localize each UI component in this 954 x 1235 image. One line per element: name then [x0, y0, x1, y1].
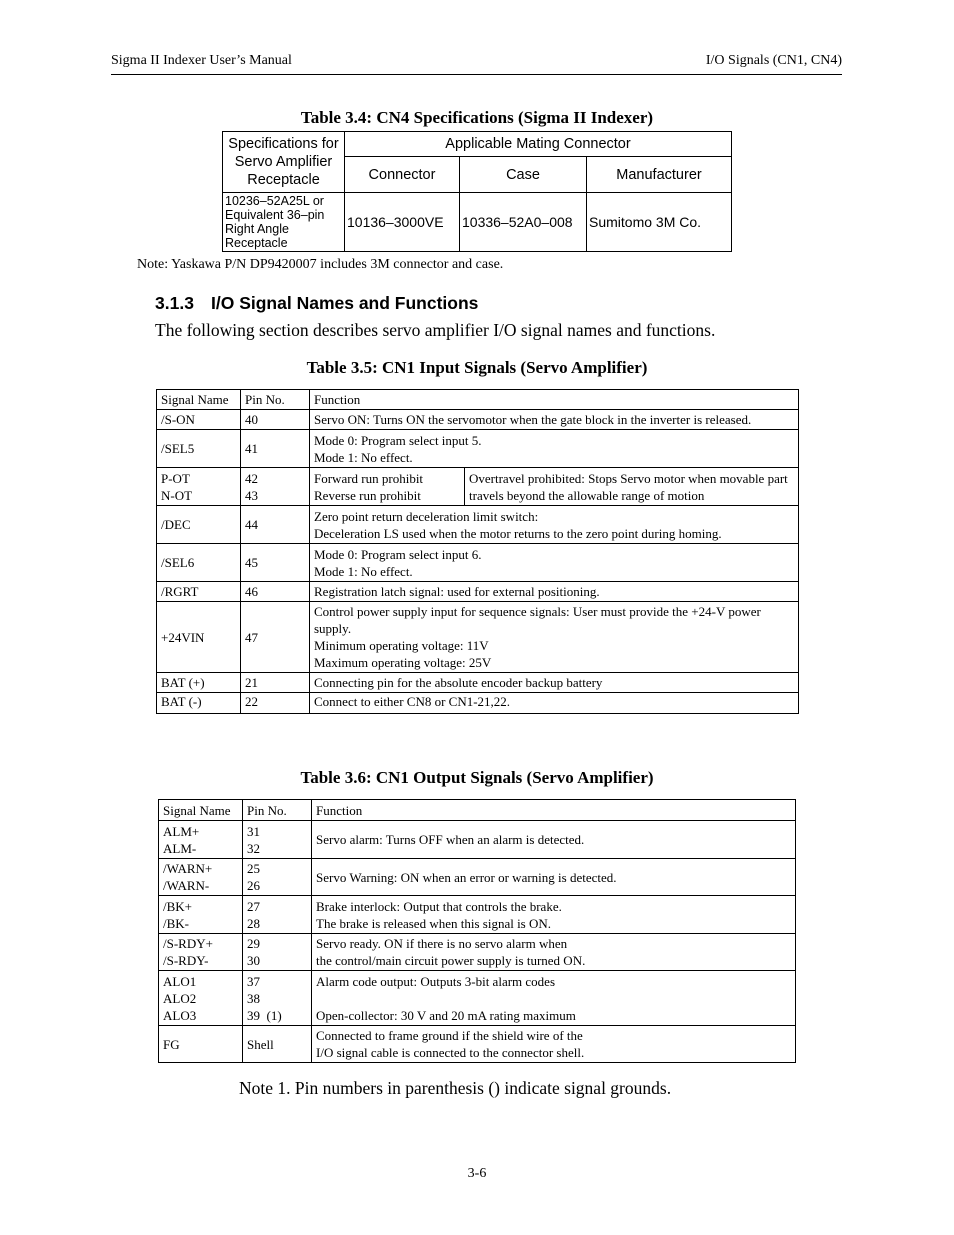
header-signal-name: Signal Name [159, 800, 243, 821]
running-header-section: I/O Signals (CN1, CN4) [705, 53, 842, 68]
cn4-specifications-table [222, 131, 732, 252]
function: Servo ready. ON if there is no servo alarm when the control/main circuit power supply is turned ON. [312, 934, 796, 971]
pin-no: 45 [241, 544, 310, 582]
pin-no: 29 30 [243, 934, 312, 971]
signal-name: /S-RDY+ /S-RDY- [159, 934, 243, 971]
header-function: Function [310, 390, 799, 410]
signal-name: /BK+ /BK- [159, 896, 243, 934]
page-number: 3-6 [467, 1166, 487, 1181]
section-number: 3.1.3 [155, 293, 194, 313]
table-row [159, 971, 796, 1026]
table-3-4-note: Note: Yaskawa P/N DP9420007 includes 3M connector and case. [137, 257, 504, 272]
pin-no: Shell [243, 1026, 312, 1063]
header-case: Case [460, 157, 587, 193]
header-applicable-mating-connector: Applicable Mating Connector [345, 132, 732, 157]
function: Connected to frame ground if the shield wire of the I/O signal cable is connected to the connector shell. [312, 1026, 796, 1063]
table-3-6-caption: Table 3.6: CN1 Output Signals (Servo Amplifier) [300, 768, 654, 787]
table-row [157, 468, 799, 506]
table-row [159, 896, 796, 934]
function: Brake interlock: Output that controls the brake. The brake is released when this signal is ON. [312, 896, 796, 934]
table-row [157, 410, 799, 430]
function: Connecting pin for the absolute encoder backup battery [310, 673, 799, 693]
cell-case: 10336–52A0–008 [460, 193, 587, 252]
pin-no: 41 [241, 430, 310, 468]
table-3-4-caption: Table 3.4: CN4 Specifications (Sigma II Indexer) [300, 108, 654, 127]
pin-no: 25 26 [243, 859, 312, 896]
signal-name: BAT (+) [157, 673, 241, 693]
function: Zero point return deceleration limit switch: Deceleration LS used when the motor returns to the zero point during homing. [310, 506, 799, 544]
table-row [157, 673, 799, 693]
function: Mode 0: Program select input 5. Mode 1: No effect. [310, 430, 799, 468]
pin-no: 21 [241, 673, 310, 693]
function: Servo ON: Turns ON the servomotor when the gate block in the inverter is released. [310, 410, 799, 430]
function: Servo alarm: Turns OFF when an alarm is detected. [312, 821, 796, 859]
table-row [157, 544, 799, 582]
pin-no: 42 43 [241, 468, 310, 506]
pin-no: 27 28 [243, 896, 312, 934]
running-header-title: Sigma II Indexer User’s Manual [111, 53, 292, 68]
signal-name: +24VIN [157, 602, 241, 673]
signal-name: ALM+ ALM- [159, 821, 243, 859]
signal-name: FG [159, 1026, 243, 1063]
function: Forward run prohibit Reverse run prohibit [310, 468, 465, 506]
cell-receptacle-spec: 10236–52A25L or Equivalent 36–pin Right Angle Receptacle [223, 193, 345, 252]
pin-no: 46 [241, 582, 310, 602]
cn1-input-signals-table [156, 389, 799, 714]
pin-no: 37 38 39 (1) [243, 971, 312, 1026]
function: Servo Warning: ON when an error or warning is detected. [312, 859, 796, 896]
header-connector: Connector [345, 157, 460, 193]
signal-ground-note: Note 1. Pin numbers in parenthesis () indicate signal grounds. [239, 1078, 672, 1098]
header-function: Function [312, 800, 796, 821]
table-row [157, 506, 799, 544]
table-3-5-caption: Table 3.5: CN1 Input Signals (Servo Amplifier) [306, 358, 648, 377]
table-row [157, 582, 799, 602]
cell-connector: 10136–3000VE [345, 193, 460, 252]
signal-name: /S-ON [157, 410, 241, 430]
pin-no: 22 [241, 693, 310, 714]
signal-name: /SEL5 [157, 430, 241, 468]
section-intro: The following section describes servo amplifier I/O signal names and functions. [155, 320, 716, 340]
cell-manufacturer: Sumitomo 3M Co. [587, 193, 732, 252]
function-detail: Overtravel prohibited: Stops Servo motor when movable part travels beyond the allowable range of motion [465, 468, 799, 506]
cn1-output-signals-table [158, 799, 796, 1063]
table-row [159, 934, 796, 971]
header-pin-no: Pin No. [241, 390, 310, 410]
signal-name: P-OT N-OT [157, 468, 241, 506]
signal-name: /WARN+ /WARN- [159, 859, 243, 896]
table-row [159, 821, 796, 859]
pin-no: 47 [241, 602, 310, 673]
function: Control power supply input for sequence signals: User must provide the +24-V power supply. Minimum operating voltage: 11V Maximum operating voltage: 25V [310, 602, 799, 673]
header-rule [111, 74, 842, 75]
signal-name: BAT (-) [157, 693, 241, 714]
signal-name: /DEC [157, 506, 241, 544]
table-row [157, 693, 799, 714]
header-manufacturer: Manufacturer [587, 157, 732, 193]
table-row [157, 602, 799, 673]
function: Alarm code output: Outputs 3-bit alarm codes Open-collector: 30 V and 20 mA rating maximum [312, 971, 796, 1026]
pin-no: 40 [241, 410, 310, 430]
header-signal-name: Signal Name [157, 390, 241, 410]
pin-no: 31 32 [243, 821, 312, 859]
section-title: I/O Signal Names and Functions [211, 293, 479, 313]
table-row [159, 1026, 796, 1063]
function: Mode 0: Program select input 6. Mode 1: No effect. [310, 544, 799, 582]
section-heading [155, 293, 478, 314]
signal-name: ALO1 ALO2 ALO3 [159, 971, 243, 1026]
header-pin-no: Pin No. [243, 800, 312, 821]
function: Connect to either CN8 or CN1-21,22. [310, 693, 799, 714]
pin-no: 44 [241, 506, 310, 544]
header-specifications: Specifications for Servo Amplifier Receptacle [223, 132, 345, 193]
signal-name: /RGRT [157, 582, 241, 602]
function: Registration latch signal: used for external positioning. [310, 582, 799, 602]
signal-name: /SEL6 [157, 544, 241, 582]
table-row [157, 430, 799, 468]
table-row [159, 859, 796, 896]
